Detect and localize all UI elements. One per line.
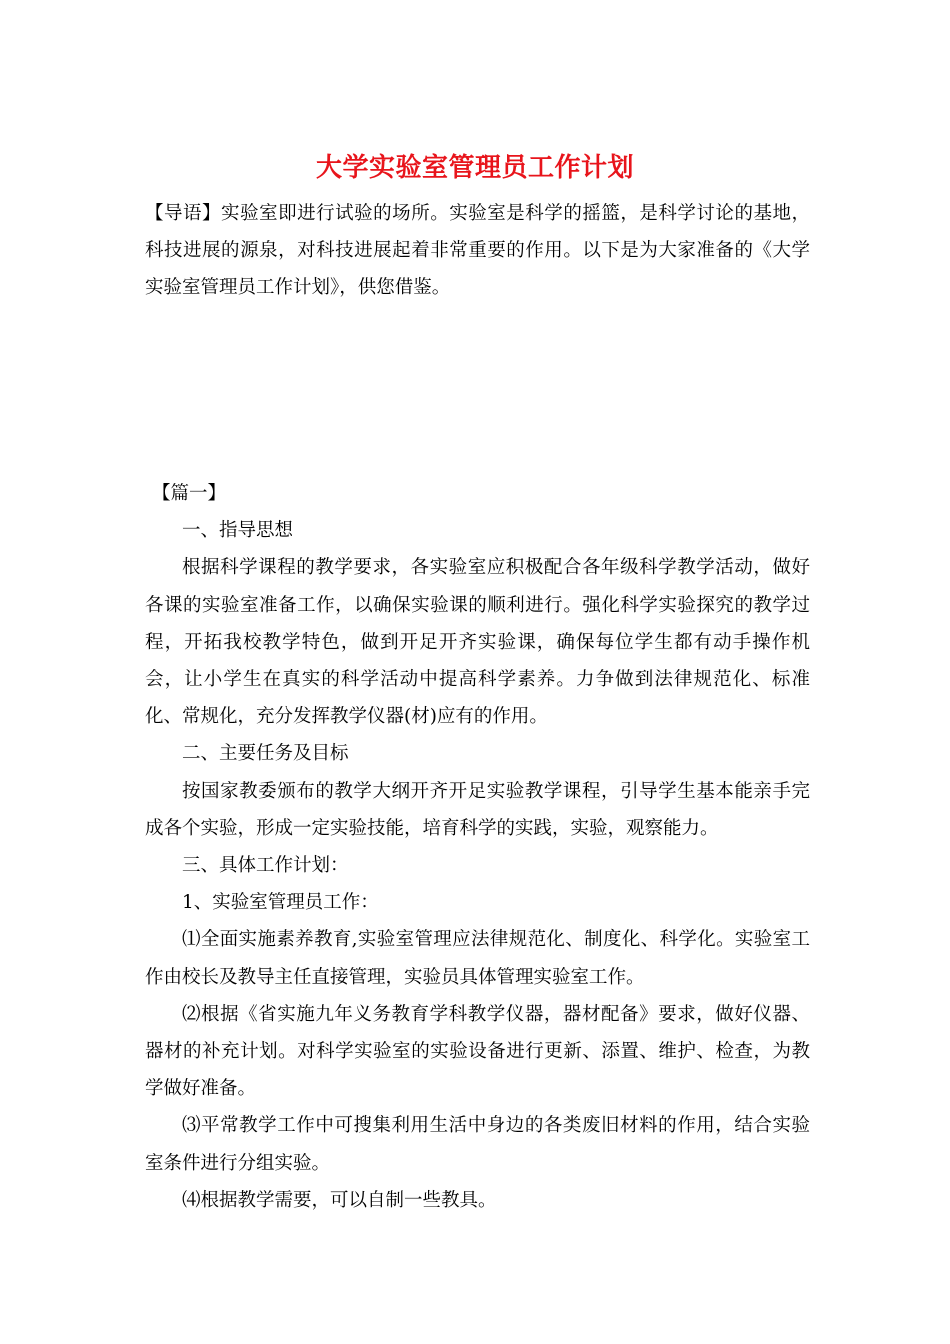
paragraph-main-tasks: 按国家教委颁布的教学大纲开齐开足实验教学课程，引导学生基本能亲手完成各个实验，形成一定实验技能，培育科学的实践，实验，观察能力。	[145, 780, 810, 839]
list-item-2: ⑵根据《省实施九年义务教育学科教学仪器，器材配备》要求，做好仪器、器材的补充计划。对科学实验室的实验设备进行更新、添置、维护、检查，为教学做好准备。	[145, 1003, 810, 1100]
heading-guiding-thought: 一、指导思想	[182, 520, 294, 542]
document-body	[145, 475, 810, 1219]
section-label: 【篇一】	[152, 483, 227, 504]
subheading-lab-manager: 1、实验室管理员工作：	[182, 892, 379, 914]
list-item-4: ⑷根据教学需要，可以自制一些教具。	[182, 1189, 497, 1211]
document-title: 大学实验室管理员工作计划	[315, 153, 634, 183]
list-item-3: ⑶平常教学工作中可搜集利用生活中身边的各类废旧材料的作用，结合实验室条件进行分组实验。	[145, 1115, 810, 1174]
heading-main-tasks: 二、主要任务及目标	[182, 743, 349, 765]
heading-work-plan: 三、具体工作计划：	[182, 855, 349, 877]
list-item-1: ⑴全面实施素养教育,实验室管理应法律规范化、制度化、科学化。实验室工作由校长及教导主任直接管理，实验员具体管理实验室工作。	[145, 929, 810, 988]
paragraph-guiding-thought: 根据科学课程的教学要求，各实验室应积极配合各年级科学教学活动，做好各课的实验室准备工作，以确保实验课的顺利进行。强化科学实验探究的教学过程，开拓我校教学特色，做到开足开齐实验课，确保每位学生都有动手操作机会，让小学生在真实的科学活动中提高科学素养。力争做到法律规范化、标准化、常规化，充分发挥教学仪器(材)应有的作用。	[145, 557, 810, 728]
intro-paragraph: 【导语】实验室即进行试验的场所。实验室是科学的摇篮，是科学讨论的基地，科技进展的源泉，对科技进展起着非常重要的作用。以下是为大家准备的《大学实验室管理员工作计划》，供您借鉴。	[145, 203, 810, 298]
